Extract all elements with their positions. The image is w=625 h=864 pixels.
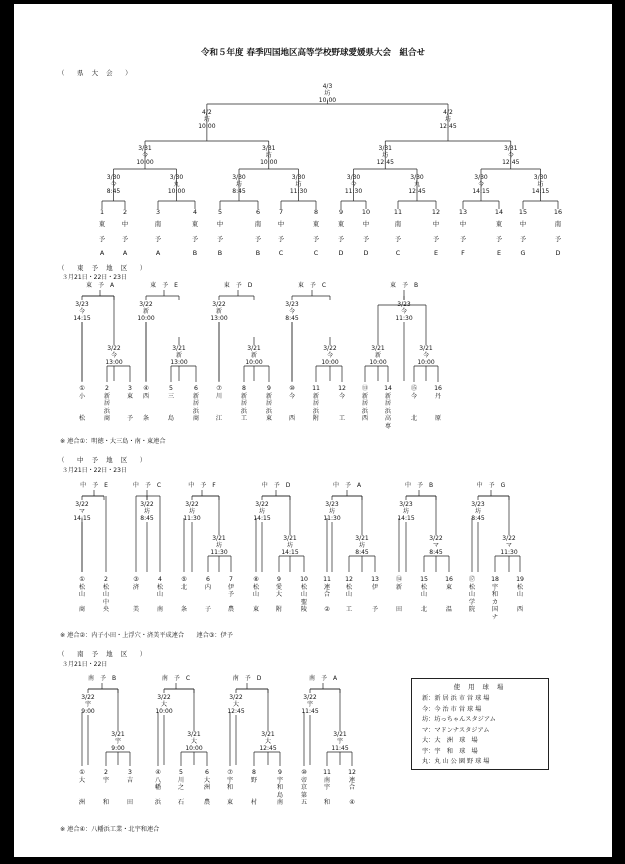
pref-r1-7-venue: 今 xyxy=(477,181,484,188)
south-game-3-venue: 大 xyxy=(160,701,167,708)
south-team-3: 3 吉 田 xyxy=(126,769,134,807)
middle-game-12-time: 11:30 xyxy=(500,549,518,556)
venue-legend-row: 大：大 洲 球 場 xyxy=(422,737,478,744)
east-team-10: ⑩ 今 西 xyxy=(288,385,296,423)
east-game-7-date: 3/23 xyxy=(285,301,299,308)
middle-game-5-date: 3/22 xyxy=(255,501,269,508)
middle-dates: ３月21日・22日・23日 xyxy=(62,467,127,474)
south-game-8-venue: 宇 xyxy=(336,738,343,745)
pref-slot-14: 14 東 予 E xyxy=(494,208,504,257)
middle-group-3: 中 予 F xyxy=(188,482,216,489)
pref-semi-1-time: 10:00 xyxy=(198,123,216,130)
east-team-8: 8 新 居 浜 工 xyxy=(240,385,248,423)
pref-qf-1-time: 10:00 xyxy=(136,159,154,166)
east-game-5-venue: 新 xyxy=(215,308,222,315)
middle-game-1-venue: マ xyxy=(78,508,85,515)
middle-game-9-venue: 坊 xyxy=(402,508,409,515)
south-game-2-date: 3/21 xyxy=(111,731,125,738)
pref-r1-3-date: 3/30 xyxy=(232,174,246,181)
middle-game-7-time: 11:30 xyxy=(323,515,341,522)
venue-legend-row: 丸：丸 山 公 園 野 球 場 xyxy=(422,758,490,765)
middle-team-14: ⑭ 新 田 xyxy=(395,576,403,614)
middle-team-18: 18 宇 和 カ 国ナ xyxy=(491,576,499,621)
middle-team-9: 9 愛 大 附 xyxy=(275,576,283,614)
pref-r1-1-time: 8:45 xyxy=(106,188,121,195)
pref-r1-1-date: 3/30 xyxy=(106,174,121,181)
south-team-1: ① 大 洲 xyxy=(78,769,86,807)
pref-qf-3-venue: 坊 xyxy=(382,152,389,159)
east-team-2: 2 新 居 浜 商 xyxy=(103,385,111,423)
east-game-3-date: 3/22 xyxy=(139,301,153,308)
middle-game-3-date: 3/22 xyxy=(185,501,199,508)
venue-legend-row: マ：マドンナスタジアム xyxy=(422,726,490,734)
east-team-4: ④ 西 条 xyxy=(142,385,150,423)
pref-r1-2-time: 10:00 xyxy=(167,188,186,195)
east-team-1: ① 小 松 xyxy=(78,385,86,423)
middle-team-15: 15 松 山 北 xyxy=(420,576,428,614)
middle-team-16: 16 東 温 xyxy=(445,576,453,614)
pref-qf-2-time: 10:00 xyxy=(260,159,278,166)
middle-game-3-venue: 坊 xyxy=(188,508,195,515)
middle-team-1: ① 松 山 商 xyxy=(78,576,86,614)
pref-qf-1-venue: 今 xyxy=(141,152,148,159)
south-game-8-time: 11:45 xyxy=(331,745,349,752)
east-game-6-time: 10:00 xyxy=(245,359,263,366)
venue-legend xyxy=(411,678,549,770)
east-note: ※ 連合①：明徳・大三島・南・東連合 xyxy=(60,438,166,445)
south-game-2-venue: 宇 xyxy=(114,738,121,745)
east-team-11: 11 新 居 浜 附 xyxy=(312,385,320,423)
east-game-10-time: 10:00 xyxy=(369,359,387,366)
middle-game-4-date: 3/21 xyxy=(212,535,226,542)
middle-game-11-date: 3/23 xyxy=(471,501,485,508)
pref-r1-7-time: 14:15 xyxy=(472,188,490,195)
middle-team-2: 2 松 山 中 央 xyxy=(102,576,110,614)
pref-qf-4-time: 12:45 xyxy=(502,159,520,166)
east-game-4-venue: 新 xyxy=(175,352,182,359)
east-game-9-time: 11:30 xyxy=(395,315,413,322)
middle-note: ※ 連合②：内子小田・上浮穴・済美平成連合 連合③：伊予 xyxy=(60,632,233,639)
south-game-6-venue: 大 xyxy=(264,738,271,745)
section-south: （ 南 予 地 区 ） xyxy=(58,650,150,658)
pref-slot-11: 11 南 予 C xyxy=(393,208,403,257)
east-team-7: ⑦ 川 江 xyxy=(215,385,223,423)
south-group-4: 南 予 A xyxy=(308,675,338,682)
east-team-15: ⑮ 今 北 xyxy=(410,385,418,423)
pref-final-time: 10:00 xyxy=(318,97,337,104)
middle-team-17: ⑰ 松 山 学 院 xyxy=(468,576,476,614)
pref-qf-1-date: 3/31 xyxy=(138,145,152,152)
south-game-5-time: 12:45 xyxy=(227,708,245,715)
middle-game-4-time: 11:30 xyxy=(210,549,228,556)
pref-r1-3-venue: 坊 xyxy=(235,181,242,188)
south-group-3: 南 予 D xyxy=(232,675,262,682)
south-game-1-time: 9:00 xyxy=(81,708,95,715)
south-game-3-date: 3/22 xyxy=(157,694,171,701)
south-team-11: 11 南 宇 和 xyxy=(323,769,331,807)
pref-r1-6-time: 12:45 xyxy=(408,188,426,195)
east-game-1-date: 3/23 xyxy=(75,301,89,308)
east-game-3-time: 10:00 xyxy=(137,315,155,322)
middle-game-8-date: 3/21 xyxy=(355,535,369,542)
east-game-7-time: 8:45 xyxy=(285,315,299,322)
middle-game-7-date: 3/23 xyxy=(325,501,339,508)
middle-game-7-venue: 坊 xyxy=(328,508,335,515)
east-game-6-venue: 新 xyxy=(250,352,257,359)
pref-r1-5-venue: 今 xyxy=(350,181,357,188)
east-game-10-date: 3/21 xyxy=(371,345,385,352)
pref-r1-8-venue: 坊 xyxy=(537,181,544,188)
bracket-sheet xyxy=(14,4,612,857)
middle-team-3: ③ 済 美 xyxy=(132,576,140,614)
pref-r1-4-time: 11:30 xyxy=(289,188,308,195)
south-game-1-venue: 宇 xyxy=(84,701,91,708)
south-group-1: 南 予 B xyxy=(87,675,117,682)
east-game-10-venue: 新 xyxy=(374,352,381,359)
venue-legend-row: 宇：宇 和 球 場 xyxy=(422,747,478,755)
venue-legend-title: 使 用 球 場 xyxy=(453,683,507,691)
east-game-4-date: 3/21 xyxy=(172,345,186,352)
middle-group-1: 中 予 E xyxy=(80,482,108,489)
pref-semi-1-date: 4/2 xyxy=(202,109,212,116)
pref-semi-2-venue: 坊 xyxy=(444,116,451,123)
pref-slot-13: 13 中 予 F xyxy=(458,208,468,257)
middle-game-2-venue: 坊 xyxy=(143,508,150,515)
section-middle: （ 中 予 地 区 ） xyxy=(58,456,150,464)
middle-team-4: 4 松 山 南 xyxy=(156,576,164,614)
east-game-9-venue: 今 xyxy=(400,308,407,315)
east-group-1: 東 予 A xyxy=(85,282,115,289)
east-game-11-venue: 今 xyxy=(422,352,429,359)
pref-slot-10: 10 中 予 D xyxy=(361,208,371,257)
middle-group-2: 中 予 C xyxy=(132,482,162,489)
middle-game-10-venue: マ xyxy=(432,542,439,549)
pref-slot-5: 5 中 予 B xyxy=(216,208,224,257)
south-game-2-time: 9:00 xyxy=(111,745,125,752)
east-game-1-time: 14:15 xyxy=(73,315,91,322)
middle-team-6: 6 内 子 xyxy=(204,576,212,614)
pref-qf-2-venue: 坊 xyxy=(265,152,272,159)
east-game-11-date: 3/21 xyxy=(419,345,433,352)
middle-game-2-time: 8:45 xyxy=(140,515,154,522)
pref-r1-6-date: 3/30 xyxy=(410,174,424,181)
middle-game-10-date: 3/22 xyxy=(429,535,443,542)
section-east: （ 東 予 地 区 ） xyxy=(58,264,150,272)
south-team-9: 9 宇 和 島 南 xyxy=(276,769,284,807)
south-game-5-venue: 大 xyxy=(232,701,239,708)
middle-game-6-time: 14:15 xyxy=(281,549,299,556)
middle-game-9-date: 3/23 xyxy=(399,501,413,508)
pref-r1-8-time: 14:15 xyxy=(531,188,550,195)
pref-r1-2-date: 3/30 xyxy=(169,174,184,181)
east-game-2-venue: 今 xyxy=(110,352,117,359)
south-team-10: ⑩ 帝 京 第 五 xyxy=(300,769,308,807)
middle-game-11-time: 8:45 xyxy=(471,515,485,522)
east-team-3: 3 東 予 xyxy=(126,385,134,423)
pref-qf-3-time: 12:45 xyxy=(376,159,394,166)
east-game-8-venue: 今 xyxy=(326,352,333,359)
east-team-12: 12 今 工 xyxy=(338,385,346,423)
east-game-7-venue: 今 xyxy=(288,308,295,315)
pref-slot-15: 15 中 予 G xyxy=(518,208,528,257)
pref-slot-6: 6 南 予 B xyxy=(254,208,262,257)
middle-game-8-time: 8:45 xyxy=(355,549,369,556)
east-game-6-date: 3/21 xyxy=(247,345,261,352)
south-team-5: 5 川 之 石 xyxy=(177,769,185,807)
south-group-2: 南 予 C xyxy=(161,675,191,682)
east-game-9-date: 3/23 xyxy=(397,301,411,308)
south-team-4: ④ 八 幡 浜 xyxy=(154,769,162,807)
middle-game-1-date: 3/22 xyxy=(75,501,89,508)
middle-group-5: 中 予 A xyxy=(332,482,362,489)
south-team-7: ⑦ 宇 和 東 xyxy=(226,769,234,807)
east-team-16: 16 丹 原 xyxy=(434,385,442,423)
east-team-9: 9 新 居 浜 東 xyxy=(265,385,273,423)
middle-team-10: 10 松 山 聖 陵 xyxy=(300,576,308,614)
middle-team-11: 11 連 合 ② xyxy=(323,576,331,614)
east-group-4: 東 予 C xyxy=(297,282,327,289)
pref-r1-1-venue: 今 xyxy=(110,181,117,188)
middle-team-13: 13 伊 予 xyxy=(371,576,379,614)
pref-slot-4: 4 東 予 B xyxy=(191,208,199,257)
pref-slot-7: 7 中 予 C xyxy=(277,208,285,257)
pref-final-venue: 坊 xyxy=(324,90,331,97)
middle-game-3-time: 11:30 xyxy=(183,515,201,522)
east-group-3: 東 予 D xyxy=(223,282,253,289)
pref-r1-6-venue: 丸 xyxy=(413,181,420,188)
middle-game-10-time: 8:45 xyxy=(429,549,443,556)
east-game-2-date: 3/22 xyxy=(107,345,121,352)
pref-semi-2-time: 12:45 xyxy=(439,123,457,130)
south-game-1-date: 3/22 xyxy=(81,694,95,701)
pref-r1-8-date: 3/30 xyxy=(533,174,548,181)
middle-group-6: 中 予 B xyxy=(404,482,434,489)
south-game-5-date: 3/22 xyxy=(229,694,243,701)
middle-team-19: 19 松 山 西 xyxy=(516,576,524,614)
venue-legend-row: 今：今 治 市 営 球 場 xyxy=(422,705,482,713)
middle-game-5-time: 14:15 xyxy=(253,515,271,522)
south-game-4-date: 3/21 xyxy=(187,731,201,738)
section-pref: （ 県 大 会 ） xyxy=(58,69,135,77)
middle-team-7: 7 伊 予 農 xyxy=(227,576,235,614)
pref-r1-4-venue: 坊 xyxy=(295,181,302,188)
middle-game-6-venue: 坊 xyxy=(286,542,293,549)
pref-semi-2-date: 4/2 xyxy=(443,109,453,116)
east-game-8-date: 3/22 xyxy=(323,345,337,352)
east-team-6: 6 新 居 浜 商 xyxy=(192,385,200,423)
south-game-4-venue: 大 xyxy=(190,738,197,745)
pref-qf-4-date: 3/31 xyxy=(504,145,518,152)
pref-slot-8: 8 東 予 C xyxy=(312,208,320,257)
pref-slot-12: 12 中 予 E xyxy=(431,208,441,257)
middle-group-4: 中 予 D xyxy=(261,482,291,489)
east-game-1-venue: 今 xyxy=(78,308,85,315)
pref-r1-5-time: 11:30 xyxy=(344,188,363,195)
south-game-6-time: 12:45 xyxy=(259,745,277,752)
venue-legend-row: 新：新 居 浜 市 営 球 場 xyxy=(422,695,490,702)
page-title: 令和５年度 春季四国地区高等学校野球愛媛県大会 組合せ xyxy=(201,48,425,58)
pref-qf-4-venue: 今 xyxy=(507,152,514,159)
middle-group-7: 中 予 G xyxy=(476,482,506,489)
east-game-2-time: 13:00 xyxy=(105,359,123,366)
pref-qf-2-date: 3/31 xyxy=(262,145,276,152)
pref-r1-4-date: 3/30 xyxy=(291,174,306,181)
east-group-2: 東 予 E xyxy=(150,282,178,289)
pref-semi-1-venue: 坊 xyxy=(203,116,210,123)
pref-r1-2-venue: 丸 xyxy=(173,181,180,188)
south-game-7-time: 11:45 xyxy=(301,708,319,715)
middle-game-4-venue: 坊 xyxy=(215,542,222,549)
south-dates: ３月21日・22日 xyxy=(62,661,108,668)
south-team-12: 12 連 合 ④ xyxy=(348,769,356,807)
south-game-7-date: 3/22 xyxy=(303,694,317,701)
south-game-3-time: 10:00 xyxy=(155,708,173,715)
east-game-5-date: 3/22 xyxy=(212,301,226,308)
middle-game-11-venue: 坊 xyxy=(474,508,481,515)
east-game-5-time: 13:00 xyxy=(210,315,228,322)
pref-qf-3-date: 3/31 xyxy=(378,145,392,152)
pref-r1-7-date: 3/30 xyxy=(474,174,488,181)
middle-game-12-venue: マ xyxy=(505,542,512,549)
east-game-4-time: 13:00 xyxy=(170,359,188,366)
venue-legend-row: 坊：坊っちゃんスタジアム xyxy=(422,716,496,723)
middle-game-5-venue: 坊 xyxy=(258,508,265,515)
east-dates: ３月21日・22日・23日 xyxy=(62,274,127,281)
east-game-11-time: 10:00 xyxy=(417,359,435,366)
pref-slot-2: 2 中 予 A xyxy=(121,208,129,257)
middle-game-9-time: 14:15 xyxy=(397,515,415,522)
south-team-2: 2 宇 和 xyxy=(102,769,110,807)
middle-team-12: 12 松 山 工 xyxy=(345,576,353,614)
south-team-6: 6 大 洲 農 xyxy=(203,769,211,807)
middle-game-6-date: 3/21 xyxy=(283,535,297,542)
east-game-3-venue: 新 xyxy=(142,308,149,315)
pref-r1-5-date: 3/30 xyxy=(346,174,361,181)
pref-final-date: 4/3 xyxy=(322,83,333,90)
east-group-5: 東 予 B xyxy=(389,282,419,289)
middle-game-2-date: 3/22 xyxy=(140,501,154,508)
pref-slot-3: 3 南 予 A xyxy=(154,208,162,257)
middle-team-5: ⑤ 北 条 xyxy=(180,576,188,614)
south-note: ※ 連合④：八幡浜工業・北宇和連合 xyxy=(60,826,160,833)
pref-slot-16: 16 南 予 D xyxy=(553,208,563,257)
pref-r1-3-time: 8:45 xyxy=(232,188,246,195)
middle-game-1-time: 14:15 xyxy=(73,515,91,522)
middle-game-12-date: 3/22 xyxy=(502,535,516,542)
south-game-7-venue: 宇 xyxy=(306,701,313,708)
east-game-8-time: 10:00 xyxy=(321,359,339,366)
middle-team-8: ⑧ 松 山 東 xyxy=(252,576,260,614)
east-team-14: 14 新 居 浜 高専 xyxy=(384,385,392,430)
middle-game-8-venue: 坊 xyxy=(358,542,365,549)
south-game-8-date: 3/21 xyxy=(333,731,347,738)
south-game-4-time: 10:00 xyxy=(185,745,203,752)
south-team-8: 8 野 村 xyxy=(250,769,258,807)
south-game-6-date: 3/21 xyxy=(261,731,275,738)
east-team-5: 5 三 島 xyxy=(167,385,175,423)
pref-slot-9: 9 東 予 D xyxy=(337,208,345,257)
east-team-13: ⑬ 新 居 浜 西 xyxy=(361,385,369,423)
pref-slot-1: 1 東 予 A xyxy=(98,208,106,257)
